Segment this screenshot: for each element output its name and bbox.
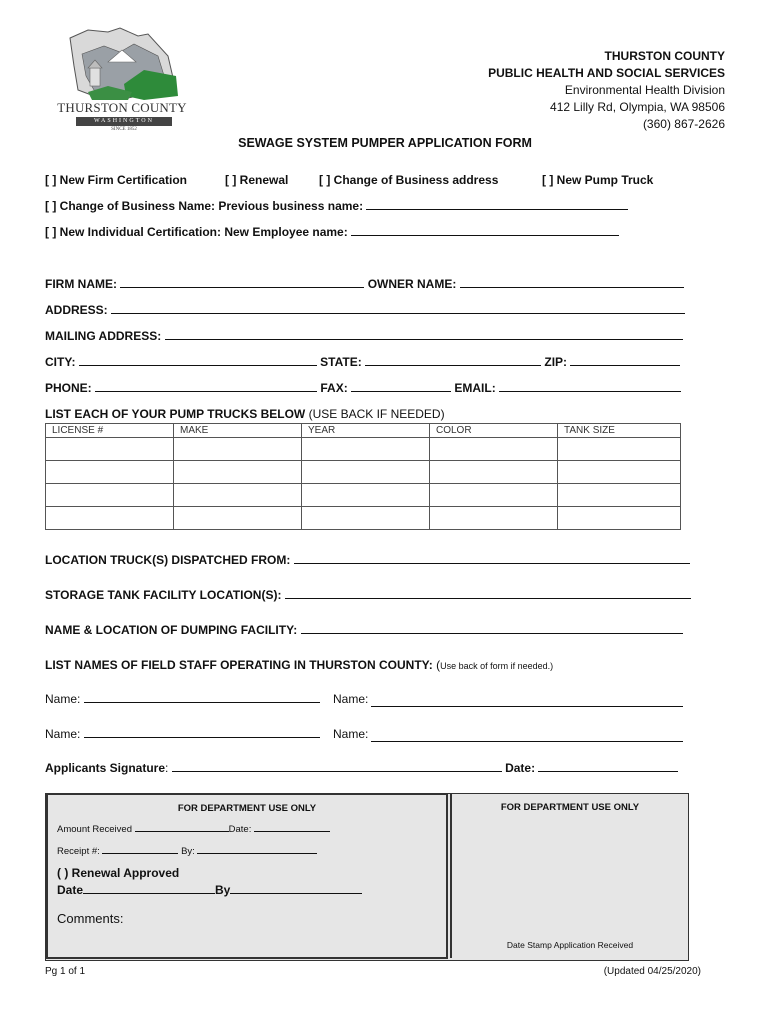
table-cell[interactable]	[558, 484, 681, 507]
staff-heading-label: LIST NAMES OF FIELD STAFF OPERATING IN THURSTON COUNTY:	[45, 658, 433, 672]
fax-field[interactable]	[351, 390, 451, 392]
staff-name-field[interactable]	[84, 736, 320, 738]
new-employee-name-field[interactable]	[351, 234, 619, 236]
zip-field[interactable]	[570, 364, 680, 366]
dispatched-field[interactable]	[294, 562, 690, 564]
checkbox-change-name[interactable]: [ ] Change of Business Name: Previous business name:	[45, 199, 364, 213]
firm-name-label: FIRM NAME:	[45, 277, 117, 291]
col-license: LICENSE #	[46, 424, 174, 438]
col-year: YEAR	[302, 424, 430, 438]
phone-fax-email-row	[45, 381, 681, 395]
storage-field[interactable]	[285, 597, 691, 599]
amount-row	[57, 824, 330, 835]
table-cell[interactable]	[174, 438, 302, 461]
table-cell[interactable]	[302, 484, 430, 507]
checkbox-renewal[interactable]: [ ] Renewal	[225, 173, 289, 187]
application-type-options	[45, 173, 654, 187]
table-row	[46, 438, 681, 461]
address-field[interactable]	[111, 312, 685, 314]
staff-note: Use back of form if needed.)	[440, 661, 554, 671]
agency-address: 412 Lilly Rd, Olympia, WA 98506	[550, 100, 725, 114]
date-stamp-label: Date Stamp Application Received	[506, 940, 634, 950]
signature-label: Applicants Signature	[45, 761, 166, 775]
department-use-box	[45, 793, 689, 961]
firm-owner-row	[45, 277, 684, 291]
signature-field[interactable]	[172, 770, 502, 772]
updated-date: (Updated 04/25/2020)	[603, 966, 701, 977]
table-cell[interactable]	[302, 438, 430, 461]
dept-by-label: By:	[181, 846, 195, 857]
dept-date-field[interactable]	[254, 830, 330, 832]
checkbox-new-individual[interactable]: [ ] New Individual Certification: New Employee name:	[45, 225, 348, 239]
renewal-approved-checkbox[interactable]: ( ) Renewal Approved	[57, 866, 180, 880]
form-title: SEWAGE SYSTEM PUMPER APPLICATION FORM	[238, 136, 532, 150]
signature-date-label: Date:	[505, 761, 536, 775]
logo-since: SINCE 1852	[111, 127, 137, 132]
staff-name-label: Name:	[333, 692, 369, 706]
email-field[interactable]	[499, 390, 681, 392]
trucks-table	[45, 423, 681, 530]
staff-note-paren: (	[436, 658, 441, 672]
table-row	[46, 484, 681, 507]
amount-label: Amount Received	[57, 824, 132, 835]
owner-name-label: OWNER NAME:	[367, 277, 457, 291]
staff-names-row-1	[45, 692, 369, 706]
table-cell[interactable]	[430, 507, 558, 530]
agency-phone: (360) 867-2626	[642, 117, 725, 131]
dumping-row	[45, 623, 683, 637]
approval-row	[57, 883, 362, 897]
org-line2: PUBLIC HEALTH AND SOCIAL SERVICES	[488, 66, 725, 80]
signature-colon: :	[165, 761, 169, 775]
city-field[interactable]	[79, 364, 317, 366]
signature-row	[45, 761, 678, 775]
dumping-label: NAME & LOCATION OF DUMPING FACILITY:	[45, 623, 298, 637]
dept-title-right: FOR DEPARTMENT USE ONLY	[500, 802, 640, 813]
dept-title-left: FOR DEPARTMENT USE ONLY	[177, 803, 317, 814]
table-cell[interactable]	[558, 507, 681, 530]
table-row	[46, 507, 681, 530]
table-cell[interactable]	[558, 461, 681, 484]
staff-names-row-2	[45, 727, 369, 741]
approval-date-label: Date	[57, 883, 84, 897]
department-left-panel	[46, 794, 448, 959]
staff-name-label: Name:	[333, 727, 369, 741]
city-state-zip-row	[45, 355, 680, 369]
staff-heading	[45, 658, 553, 672]
receipt-label: Receipt #:	[57, 846, 100, 857]
address-label: ADDRESS:	[45, 303, 108, 317]
staff-name-label: Name:	[45, 727, 81, 741]
table-cell[interactable]	[46, 507, 174, 530]
checkbox-change-address[interactable]: [ ] Change of Business address	[319, 173, 499, 187]
logo-state: WASHINGTON	[76, 117, 172, 126]
table-header-row	[46, 424, 681, 438]
table-cell[interactable]	[46, 461, 174, 484]
dept-by-field[interactable]	[197, 852, 317, 854]
division: Environmental Health Division	[564, 83, 725, 97]
previous-name-field[interactable]	[366, 208, 628, 210]
agency-header	[488, 48, 725, 133]
staff-name-field[interactable]	[84, 701, 320, 703]
col-color: COLOR	[430, 424, 558, 438]
approval-by-field[interactable]	[230, 892, 362, 894]
col-tank-size: TANK SIZE	[558, 424, 681, 438]
trucks-heading-label: LIST EACH OF YOUR PUMP TRUCKS BELOW	[45, 407, 306, 421]
receipt-field[interactable]	[102, 852, 178, 854]
firm-name-field[interactable]	[120, 286, 364, 288]
trucks-heading-note: (USE BACK IF NEEDED)	[308, 407, 445, 421]
department-right-panel	[450, 794, 688, 958]
mailing-address-label: MAILING ADDRESS:	[45, 329, 162, 343]
owner-name-field[interactable]	[460, 286, 684, 288]
address-row	[45, 303, 685, 317]
page-number: Pg 1 of 1	[45, 966, 86, 977]
storage-row	[45, 588, 691, 602]
zip-label: ZIP:	[544, 355, 568, 369]
table-row	[46, 461, 681, 484]
table-cell[interactable]	[430, 461, 558, 484]
new-individual-row	[45, 225, 619, 239]
phone-field[interactable]	[95, 390, 317, 392]
signature-date-field[interactable]	[538, 770, 678, 772]
table-cell[interactable]	[174, 461, 302, 484]
approval-date-field[interactable]	[83, 892, 215, 894]
staff-name-field[interactable]	[371, 705, 683, 707]
staff-name-field[interactable]	[371, 740, 683, 742]
table-cell[interactable]	[174, 484, 302, 507]
org-line1: THURSTON COUNTY	[604, 49, 725, 63]
approval-by-label: By	[215, 883, 231, 897]
change-name-row	[45, 199, 628, 213]
state-field[interactable]	[365, 364, 541, 366]
trucks-heading	[45, 407, 445, 421]
table-cell[interactable]	[46, 484, 174, 507]
table-cell[interactable]	[430, 484, 558, 507]
staff-name-label: Name:	[45, 692, 81, 706]
col-make: MAKE	[174, 424, 302, 438]
dumping-field[interactable]	[301, 632, 683, 634]
table-cell[interactable]	[174, 507, 302, 530]
storage-label: STORAGE TANK FACILITY LOCATION(S):	[45, 588, 282, 602]
checkbox-new-truck[interactable]: [ ] New Pump Truck	[542, 173, 654, 187]
phone-label: PHONE:	[45, 381, 92, 395]
table-cell[interactable]	[302, 461, 430, 484]
logo-county-name: THURSTON COUNTY	[57, 100, 187, 115]
table-cell[interactable]	[46, 438, 174, 461]
comments-label: Comments:	[57, 911, 124, 926]
fax-label: FAX:	[320, 381, 348, 395]
mailing-address-field[interactable]	[165, 338, 683, 340]
dept-date-label: Date:	[228, 824, 252, 835]
dispatched-label: LOCATION TRUCK(S) DISPATCHED FROM:	[45, 553, 291, 567]
mailing-address-row	[45, 329, 683, 343]
table-cell[interactable]	[430, 438, 558, 461]
county-map-icon	[48, 26, 196, 106]
amount-field[interactable]	[135, 830, 229, 832]
table-cell[interactable]	[302, 507, 430, 530]
receipt-row	[57, 846, 317, 857]
table-cell[interactable]	[558, 438, 681, 461]
state-label: STATE:	[320, 355, 362, 369]
dispatched-row	[45, 553, 690, 567]
checkbox-new-firm[interactable]: [ ] New Firm Certification	[45, 173, 188, 187]
email-label: EMAIL:	[454, 381, 496, 395]
city-label: CITY:	[45, 355, 76, 369]
